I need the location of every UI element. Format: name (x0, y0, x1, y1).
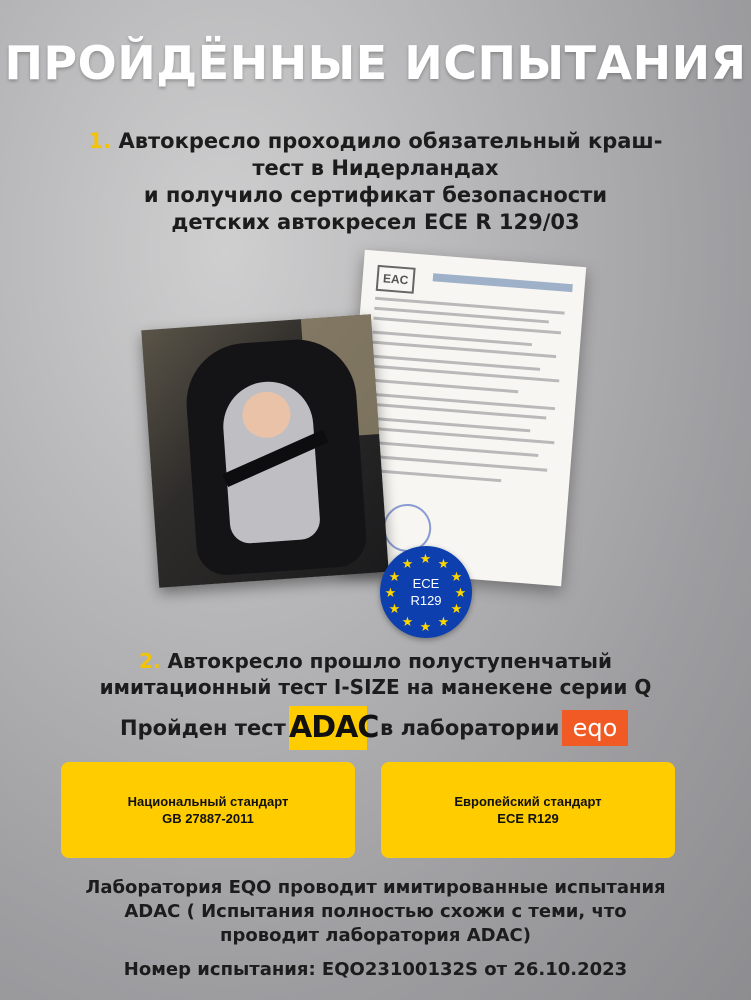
eu-star-icon: ★ (454, 585, 467, 600)
section-1-text (0, 128, 751, 236)
lab-description-line-2: ADAC ( Испытания полностью схожи с теми, что (124, 901, 627, 922)
section-2-text (0, 648, 751, 700)
eu-star-icon: ★ (437, 556, 450, 571)
standard-card-national (61, 762, 355, 858)
section-1-line-4: детских автокресел ECE R 129/03 (171, 210, 580, 234)
card-title: Национальный стандарт (127, 794, 289, 809)
eu-star-icon: ★ (401, 614, 414, 629)
eu-star-icon: ★ (450, 569, 463, 584)
certificate-text-line (363, 454, 548, 472)
lab-description (0, 876, 751, 948)
lab-description-line-3: проводит лаборатория ADAC) (220, 925, 531, 946)
eu-star-icon: ★ (401, 556, 414, 571)
section-2-line-2: имитационный тест I-SIZE на манекене серии Q (99, 675, 652, 699)
eac-logo: EAC (376, 265, 416, 294)
section-1-line-3: и получило сертификат безопасности (143, 183, 608, 207)
eu-badge-line-1: ECE (412, 576, 440, 591)
adac-logo: ADAC (289, 706, 367, 750)
eu-star-icon: ★ (384, 585, 397, 600)
eu-badge-line-2: R129 (410, 593, 442, 608)
certificate-text-line (369, 378, 519, 393)
adac-test-line (0, 706, 751, 750)
section-1-line-1: 1. Автокресло проходило обязательный краш- (88, 129, 663, 153)
eu-star-icon: ★ (450, 601, 463, 616)
eu-ece-r129-badge-icon (380, 546, 472, 638)
baby-in-car-seat-photo (141, 314, 388, 587)
standard-card-european (381, 762, 675, 858)
card-value: ECE R129 (497, 811, 559, 826)
eu-star-icon: ★ (437, 614, 450, 629)
eu-star-icon: ★ (388, 569, 401, 584)
lab-description-line-1: Лаборатория EQO проводит имитированные испытания (85, 877, 666, 898)
certificate-text-line (364, 440, 539, 457)
card-value: GB 27887-2011 (162, 811, 254, 826)
card-title: Европейский стандарт (454, 794, 602, 809)
eu-star-icon: ★ (419, 551, 432, 566)
eqo-logo: eqo (562, 710, 628, 746)
section-1-number: 1. (88, 129, 112, 153)
test-number: Номер испытания: EQO23100132S от 26.10.2023 (123, 959, 628, 980)
section-2-line-1: 2. Автокресло прошло полуступенчатый (139, 649, 612, 673)
eu-star-icon: ★ (419, 619, 432, 634)
certificate-text-line (362, 468, 502, 482)
eu-star-icon: ★ (388, 601, 401, 616)
section-1-line-2: тест в Нидерландах (252, 156, 499, 180)
page-title: ПРОЙДЁННЫЕ ИСПЫТАНИЯ (4, 36, 747, 90)
adac-line-middle: в лаборатории (380, 716, 560, 740)
section-2-number: 2. (139, 649, 161, 673)
certificate-header-bar (433, 273, 573, 292)
adac-line-prefix: Пройден тест (120, 716, 286, 740)
